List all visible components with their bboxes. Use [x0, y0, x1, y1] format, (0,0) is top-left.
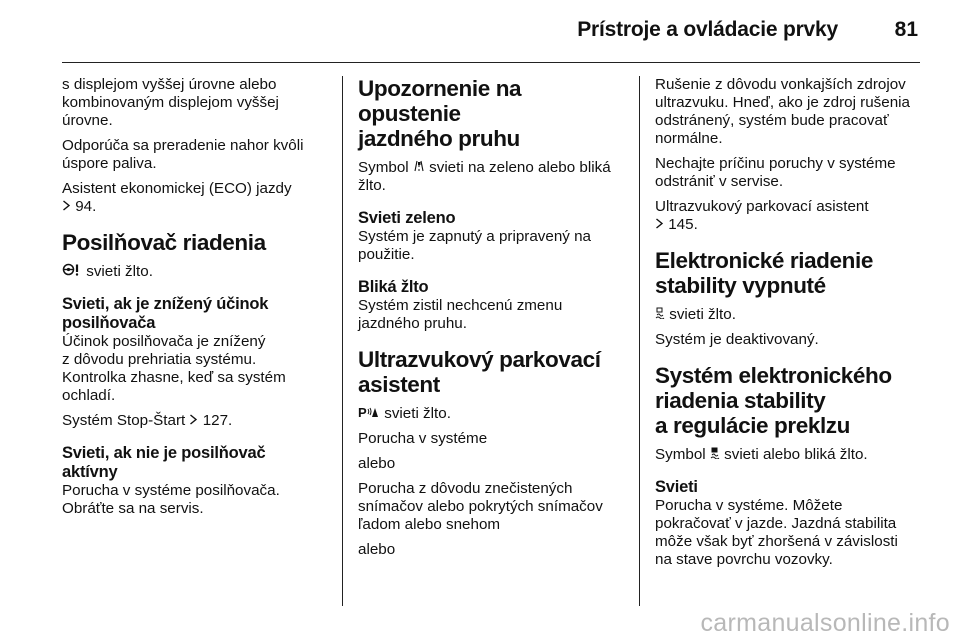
- paragraph-text: svieti na zeleno alebo bliká žlto.: [358, 159, 611, 194]
- status-text: svieti žlto.: [86, 263, 153, 280]
- paragraph: Rušenie z dôvodu vonkajších zdrojov ultrazvuku. Hneď, ako je zdroj rušenia odstránený, systém bude pracovať normálne.: [655, 76, 910, 147]
- paragraph: [358, 405, 626, 423]
- reference-text: Ultrazvukový parkovací asistent: [655, 198, 869, 215]
- paragraph: alebo: [358, 541, 396, 558]
- paragraph-text: svieti alebo bliká žlto.: [724, 446, 868, 463]
- paragraph-reference: [62, 180, 330, 216]
- status-text: svieti žlto.: [384, 405, 451, 422]
- column-3: [655, 76, 925, 576]
- section-heading: Ultrazvukový parkovací asistent: [358, 347, 601, 397]
- paragraph: Porucha v systéme posilňovača. Obráťte sa na servis.: [62, 482, 280, 517]
- column-1: [62, 76, 330, 525]
- paragraph: Odporúča sa preradenie nahor kvôli úspore paliva.: [62, 137, 304, 172]
- arrow-right-icon: [189, 412, 198, 430]
- paragraph: Systém je zapnutý a pripravený na použitie.: [358, 228, 591, 263]
- paragraph: Nechajte príčinu poruchy v systéme odstrániť v servise.: [655, 155, 896, 190]
- page-reference-link[interactable]: 94.: [75, 198, 97, 215]
- paragraph: Účinok posilňovača je znížený z dôvodu prehriatia systému. Kontrolka zhasne, keď sa systém ochladí.: [62, 333, 286, 404]
- paragraph-reference: [62, 412, 330, 430]
- section-heading: Elektronické riadenie stability vypnuté: [655, 248, 873, 298]
- paragraph: [358, 159, 626, 195]
- page-header: [62, 0, 920, 63]
- svg-text:P: P: [358, 405, 367, 418]
- column-divider: [342, 76, 343, 606]
- subsection-heading: Svieti, ak nie je posilňovač aktívny: [62, 444, 266, 481]
- status-text: svieti žlto.: [669, 306, 736, 323]
- page-reference-link[interactable]: 127.: [202, 412, 233, 429]
- paragraph: Porucha v systéme. Môžete pokračovať v jazde. Jazdná stabilita môže však byť zhoršená v závislosti na stave povrchu vozovky.: [655, 497, 898, 568]
- esc-icon: [710, 446, 720, 464]
- subsection-heading: Svieti, ak je znížený účinok posilňovača: [62, 295, 269, 332]
- lane-departure-icon: [413, 159, 425, 177]
- section-heading: Systém elektronického riadenia stability a regulácie preklzu: [655, 363, 892, 438]
- page-number: 81: [894, 18, 918, 41]
- column-2: [358, 76, 626, 566]
- column-divider: [639, 76, 640, 606]
- paragraph-text: Symbol: [655, 446, 706, 463]
- paragraph: s displejom vyššej úrovne alebo kombinovaným displejom vyššej úrovne.: [62, 76, 279, 129]
- park-assist-icon: [358, 405, 380, 423]
- page-reference-link[interactable]: 145.: [668, 216, 698, 233]
- paragraph: [62, 263, 330, 281]
- paragraph-reference: [655, 198, 925, 234]
- paragraph: Porucha v systéme: [358, 430, 488, 447]
- subsection-heading: Svieti: [655, 478, 698, 496]
- watermark: carmanualsonline.info: [700, 609, 950, 637]
- arrow-right-icon: [62, 198, 71, 216]
- paragraph-text: Symbol: [358, 159, 409, 176]
- subsection-heading: Bliká žlto: [358, 278, 429, 296]
- page-title: Prístroje a ovládacie prvky: [577, 18, 838, 41]
- reference-text: Asistent ekonomickej (ECO) jazdy: [62, 180, 292, 197]
- paragraph: [655, 446, 925, 464]
- section-heading: Upozornenie na opustenie jazdného pruhu: [358, 76, 522, 151]
- paragraph: alebo: [358, 455, 396, 472]
- paragraph: Systém zistil nechcenú zmenu jazdného pruhu.: [358, 297, 563, 332]
- arrow-right-icon: [655, 216, 664, 234]
- subsection-heading: Svieti zeleno: [358, 209, 456, 227]
- paragraph: [655, 306, 925, 324]
- section-heading: Posilňovač riadenia: [62, 230, 266, 255]
- paragraph: Porucha z dôvodu znečistených snímačov alebo pokrytých snímačov ľadom alebo snehom: [358, 480, 603, 533]
- steering-warning-icon: [62, 263, 82, 281]
- reference-text: Systém Stop-Štart: [62, 412, 186, 429]
- esc-off-icon: [655, 306, 665, 324]
- paragraph: Systém je deaktivovaný.: [655, 331, 819, 348]
